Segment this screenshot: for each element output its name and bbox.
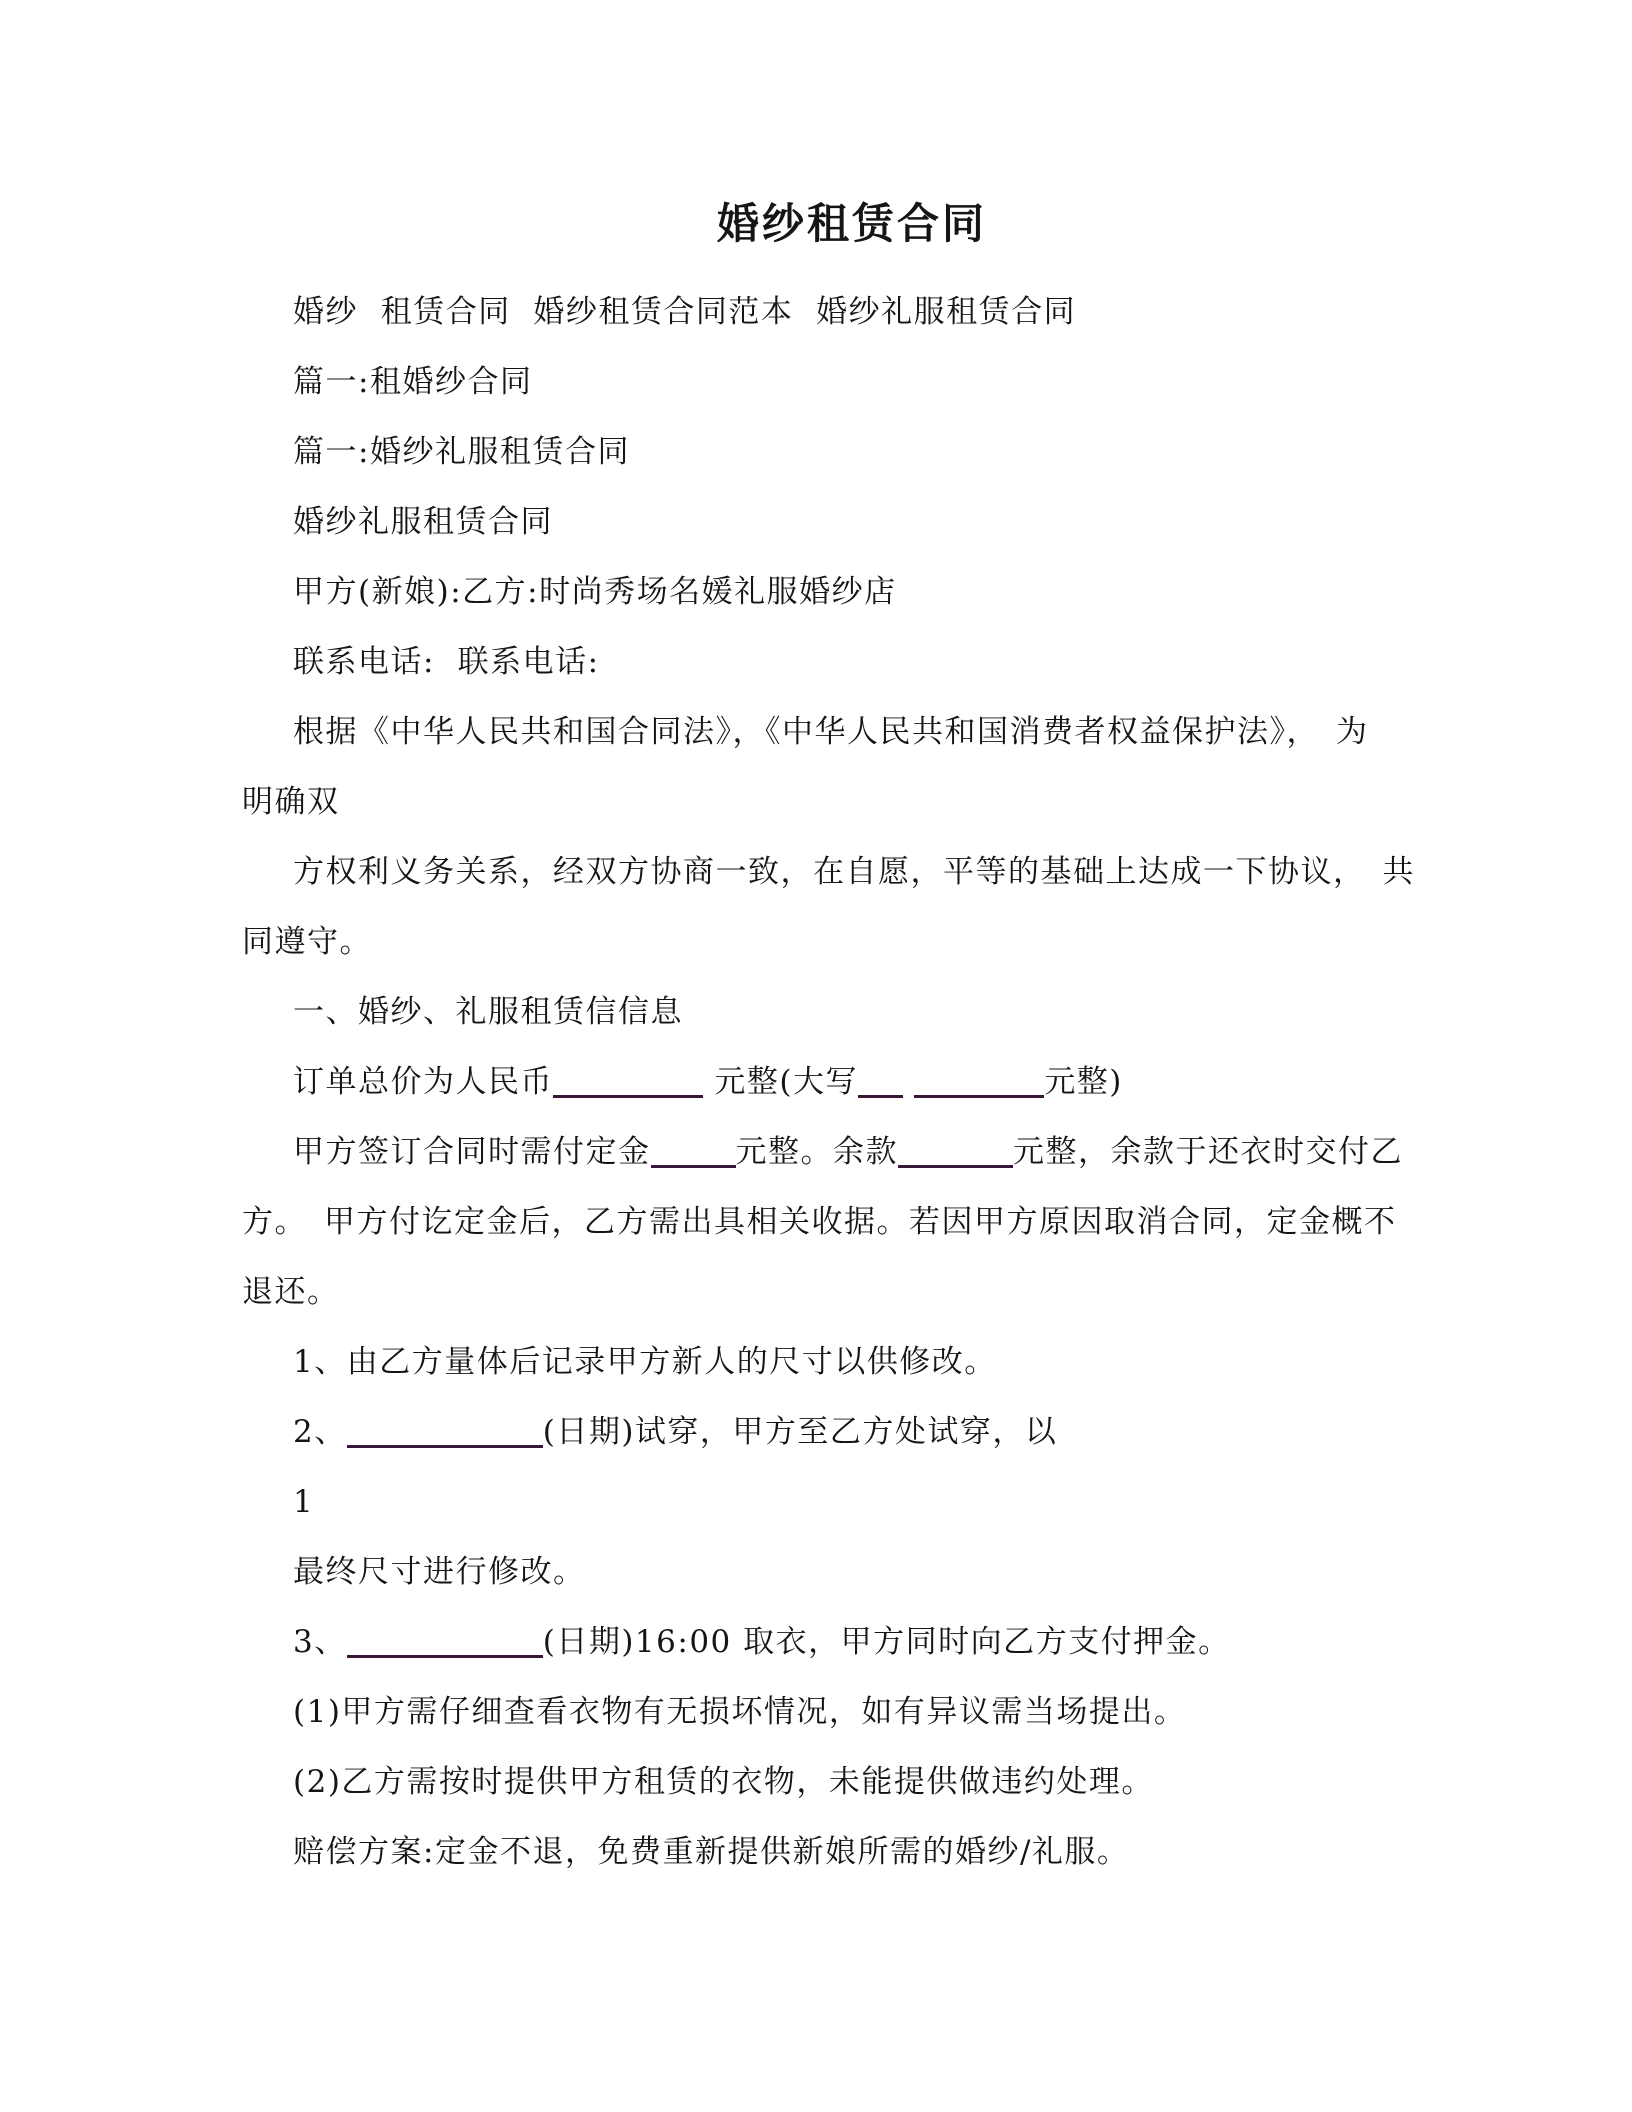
text-run: (2)乙方需按时提供甲方租赁的衣物，未能提供做违约处理。 (293, 1764, 1154, 1800)
text-run: 3、 (293, 1624, 347, 1660)
doc-line (242, 347, 1415, 417)
text-run: 元整(大写 (703, 1064, 858, 1100)
text-run: 订单总价为人民币 (293, 1064, 553, 1100)
text-run: 1、由乙方量体后记录甲方新人的尺寸以供修改。 (293, 1344, 997, 1380)
doc-line (242, 1327, 1415, 1397)
doc-line (242, 1397, 1415, 1467)
doc-line (242, 1677, 1415, 1747)
blank-underline (347, 1415, 543, 1448)
text-run: 元整。余款 (735, 1134, 898, 1170)
text-run: 赔偿方案:定金不退，免费重新提供新娘所需的婚纱/礼服。 (293, 1834, 1130, 1870)
blank-underline (347, 1625, 543, 1658)
text-run: 方权利义务关系，经双方协商一致，在自愿，平等的基础上达成一下协议， 共 (293, 854, 1415, 890)
doc-line (242, 557, 1415, 627)
blank-underline (898, 1135, 1013, 1168)
text-run: 退还。 (242, 1274, 340, 1310)
doc-line (242, 277, 1415, 347)
doc-line (242, 1257, 1415, 1327)
doc-line (242, 487, 1415, 557)
doc-line (242, 977, 1415, 1047)
doc-line (242, 1747, 1415, 1817)
blank-underline (914, 1065, 1044, 1098)
text-run: 篇一:租婚纱合同 (293, 364, 533, 400)
doc-line (242, 767, 1415, 837)
doc-line (242, 697, 1415, 767)
doc-line (242, 1467, 1415, 1537)
text-run: 甲方签订合同时需付定金 (293, 1134, 651, 1170)
text-run: (日期)试穿，甲方至乙方处试穿，以 (542, 1414, 1058, 1450)
doc-line (242, 1607, 1415, 1677)
text-run: 元整) (1044, 1064, 1123, 1100)
doc-line (242, 627, 1415, 697)
text-run: 根据《中华人民共和国合同法》，《中华人民共和国消费者权益保护法》， 为 (293, 714, 1369, 750)
document-body (242, 277, 1415, 1887)
text-run: 甲方(新娘):乙方:时尚秀场名媛礼服婚纱店 (293, 574, 897, 610)
doc-line (242, 1187, 1415, 1257)
blank-underline (553, 1065, 703, 1098)
doc-line (242, 907, 1415, 977)
text-run: 方。 甲方付讫定金后，乙方需出具相关收据。若因甲方原因取消合同，定金概不 (242, 1204, 1397, 1240)
doc-line (242, 1047, 1415, 1117)
text-run: 婚纱 租赁合同 婚纱租赁合同范本 婚纱礼服租赁合同 (293, 294, 1077, 330)
text-run: 同遵守。 (242, 924, 372, 960)
doc-line (242, 837, 1415, 907)
text-run: 联系电话: 联系电话: (293, 644, 600, 680)
text-run: 一、婚纱、礼服租赁信信息 (293, 994, 683, 1030)
doc-line (242, 1537, 1415, 1607)
text-run (903, 1064, 914, 1100)
text-run: 元整，余款于还衣时交付乙 (1013, 1134, 1403, 1170)
text-run: 篇一:婚纱礼服租赁合同 (293, 434, 630, 470)
text-run: 婚纱礼服租赁合同 (293, 504, 553, 540)
text-run: (1)甲方需仔细查看衣物有无损坏情况，如有异议需当场提出。 (293, 1694, 1187, 1730)
doc-line (242, 1817, 1415, 1887)
document-title: 婚纱租赁合同 (716, 199, 987, 248)
text-run: 明确双 (242, 784, 340, 820)
doc-line (242, 1117, 1415, 1187)
text-run: (日期)16:00 取衣，甲方同时向乙方支付押金。 (542, 1624, 1231, 1660)
text-run: 2、 (293, 1414, 347, 1450)
blank-underline (858, 1065, 903, 1098)
text-run: 1 (293, 1484, 315, 1520)
text-run: 最终尺寸进行修改。 (293, 1554, 586, 1590)
blank-underline (651, 1135, 736, 1168)
doc-line (242, 417, 1415, 487)
